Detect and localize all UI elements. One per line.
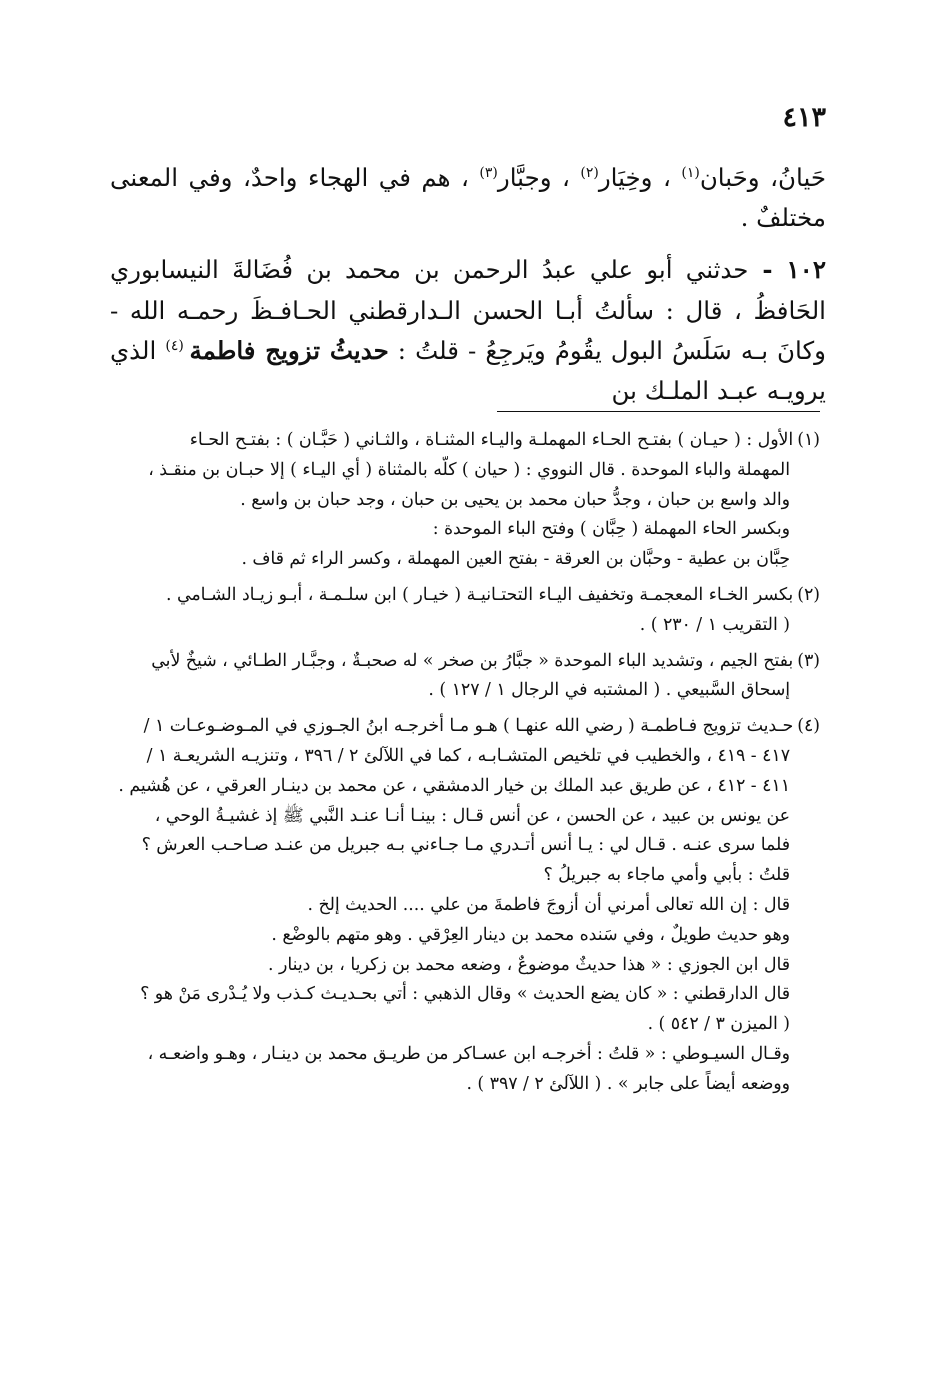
footnote-label: (٤) bbox=[797, 716, 820, 737]
footnote-label: (١) bbox=[797, 430, 820, 450]
footnote-ref-1[interactable]: (١) bbox=[681, 164, 700, 181]
footnote-text: قلتُ : بأبي وأمي ماجاء به جبريلُ ؟ bbox=[543, 865, 790, 886]
footnotes bbox=[108, 426, 820, 1100]
footnote-text: عن يونس بن عبيد ، عن الحسن ، عن أنس قـال : بينـا أنـا عنـد النَّبي ﷺ إذ غشيـةُ الوحي ، bbox=[154, 805, 790, 826]
main-text bbox=[110, 158, 826, 411]
footnote-line bbox=[108, 712, 820, 742]
footnote-line bbox=[108, 647, 820, 677]
footnote-line bbox=[108, 742, 820, 772]
text-segment: حدثني أبو علي عبدُ الرحمن بن محمد بن فُضَالةَ النيسابوري الحَافظُ ، قال : سألتُ أبـا الحسن الـدارقطني الحـافـظَ رحمـه الله - وكانَ بـه سَلَسُ البول يقُومُ ويَرجِعُ - قلتُ : bbox=[110, 255, 827, 365]
footnote-text: ٤١١ - ٤١٢ ، عن طريق عبد الملك بن خيار الدمشقي ، عن محمد بن دينـار العرقي ، عن هُشيم . bbox=[118, 775, 790, 796]
footnote-label: (٣) bbox=[797, 650, 820, 671]
footnote-line bbox=[108, 921, 820, 951]
footnote-line bbox=[108, 861, 820, 891]
footnote-text: والد واسع بن حبان ، وجدُّ حبان محمد بن يحيى بن حبان ، وجد حبان بن واسع . bbox=[240, 489, 790, 510]
footnote-line bbox=[108, 581, 820, 611]
footnote-line bbox=[108, 486, 820, 516]
text-segment: ، هم في الهجاء واحدٌ، وفي المعنى مختلفٌ . bbox=[110, 163, 826, 233]
footnote-line bbox=[108, 980, 820, 1010]
footnote-line bbox=[108, 456, 820, 486]
footnote-line bbox=[108, 1040, 820, 1070]
footnote-line bbox=[108, 891, 820, 921]
footnote-separator bbox=[497, 411, 820, 412]
footnote-text: ووضعه أيضاً على جابر » . ( اللآلئ ٢ / ٣٩٧ ) . bbox=[466, 1073, 790, 1094]
text-segment: ، وجبَّار bbox=[497, 163, 581, 192]
footnote-text: إسحاق السَّبيعي . ( المشتبه في الرجال ١ / ١٢٧ ) . bbox=[428, 680, 790, 701]
footnote-line bbox=[108, 1010, 820, 1040]
footnote-line bbox=[108, 676, 820, 706]
text-segment: حَيانُ، وحَبان bbox=[699, 163, 826, 192]
footnote-line bbox=[108, 426, 820, 456]
footnote-text: الأول : ( حيـان ) بفتـح الحـاء المهملـة واليـاء المثنـاة ، والثـاني ( حَبَّـان ) : بفتـح الحـاء bbox=[189, 430, 794, 450]
footnote-line bbox=[108, 772, 820, 802]
footnote-2 bbox=[108, 581, 820, 641]
footnote-text: ( الميزن ٣ / ٥٤٢ ) . bbox=[647, 1014, 790, 1035]
footnote-line bbox=[108, 951, 820, 981]
footnote-4 bbox=[108, 712, 820, 1099]
footnote-ref-3[interactable]: (٣) bbox=[479, 164, 498, 181]
footnote-1 bbox=[108, 426, 820, 575]
footnote-text: حـديث تزويج فـاطمـة ( رضي الله عنهـا ) هـو مـا أخرجـه ابنُ الجـوزي في المـوضـوعـات ١ / bbox=[143, 716, 794, 737]
footnote-3 bbox=[108, 647, 820, 707]
text-segment: الذي يرويـه عبـد الملـك بن bbox=[110, 335, 826, 406]
footnote-text: حِبَّان بن عطية - وحبَّان بن العرقة - بفتح العين المهملة ، وكسر الراء ثم قاف . bbox=[241, 549, 790, 570]
page-number: ٤١٣ bbox=[782, 102, 826, 133]
footnote-text: وقـال السيـوطي : « قلتُ : أخرجـه ابن عسـاكر من طريـق محمد بن دينـار ، وهـو واضعـه ، bbox=[147, 1043, 790, 1064]
footnote-line bbox=[108, 802, 820, 832]
footnote-text: وهو حديث طويلٌ ، وفي سَنده محمد بن دينار العِرْقي . وهو متهم بالوضْع . bbox=[271, 924, 790, 945]
footnote-text: قال ابن الجوزي : « هذا حديثٌ موضوعٌ ، وضعه محمد بن زكريا ، بن دينار . bbox=[268, 954, 790, 975]
footnote-text: بفتح الجيم ، وتشديد الباء الموحدة « جبَّارُ بن صخر » له صحبـةٌ ، وجبَّـار الطـائي ، شيخٌ لأبي bbox=[151, 650, 794, 671]
footnote-line bbox=[108, 515, 820, 545]
footnote-text: قال : إن الله تعالى أمرني أن أزوجَ فاطمةَ من علي .... الحديث إلخ . bbox=[307, 894, 790, 915]
hadith-number: ١٠٢ - bbox=[748, 255, 826, 285]
footnote-ref-2[interactable]: (٢) bbox=[580, 164, 599, 181]
footnote-text: ( التقريب ١ / ٢٣٠ ) . bbox=[639, 614, 790, 635]
footnote-text: فلما سرى عنـه . قـال لي : يـا أنس أتـدري مـا جـاءني بـه جبريل من عنـد صـاحـب العرش ؟ bbox=[141, 835, 790, 856]
footnote-text: المهملة والباء الموحدة . قال النووي : ( حيان ) كلُّه بالمثناة ( أي اليـاء ) إلا حبـان بن منقـذ ، bbox=[148, 459, 790, 480]
bold-phrase: حديثُ تزويج فاطمة bbox=[189, 335, 389, 365]
footnote-line bbox=[108, 611, 820, 641]
footnote-line bbox=[108, 1070, 820, 1100]
footnote-line bbox=[108, 831, 820, 861]
main-paragraph-2 bbox=[110, 250, 826, 411]
footnote-text: وبكسر الحاء المهملة ( حِبَّان ) وفتح الباء الموحدة : bbox=[432, 519, 790, 540]
text-segment: ، وخِيَار bbox=[598, 163, 682, 192]
footnote-text: قال الدارقطني : « كان يضع الحديث » وقال الذهبي : أتي بحـديـث كـذب ولا يُـدْرى مَنْ هو ؟ bbox=[140, 984, 790, 1005]
footnote-ref-4[interactable]: (٤) bbox=[165, 337, 190, 354]
main-paragraph-1 bbox=[110, 158, 826, 238]
footnote-label: (٢) bbox=[797, 584, 820, 605]
footnote-text: بكسر الخـاء المعجمـة وتخفيف اليـاء التحتـانيـة ( خيـار ) ابن سلـمـة ، أبـو زيـاد الشـامي . bbox=[166, 584, 794, 605]
footnote-line bbox=[108, 545, 820, 575]
footnote-text: ٤١٧ - ٤١٩ ، والخطيب في تلخيص المتشـابـه ، كما في اللآلئ ٢ / ٣٩٦ ، وتنزيـه الشريعـة ١ / bbox=[146, 745, 790, 766]
